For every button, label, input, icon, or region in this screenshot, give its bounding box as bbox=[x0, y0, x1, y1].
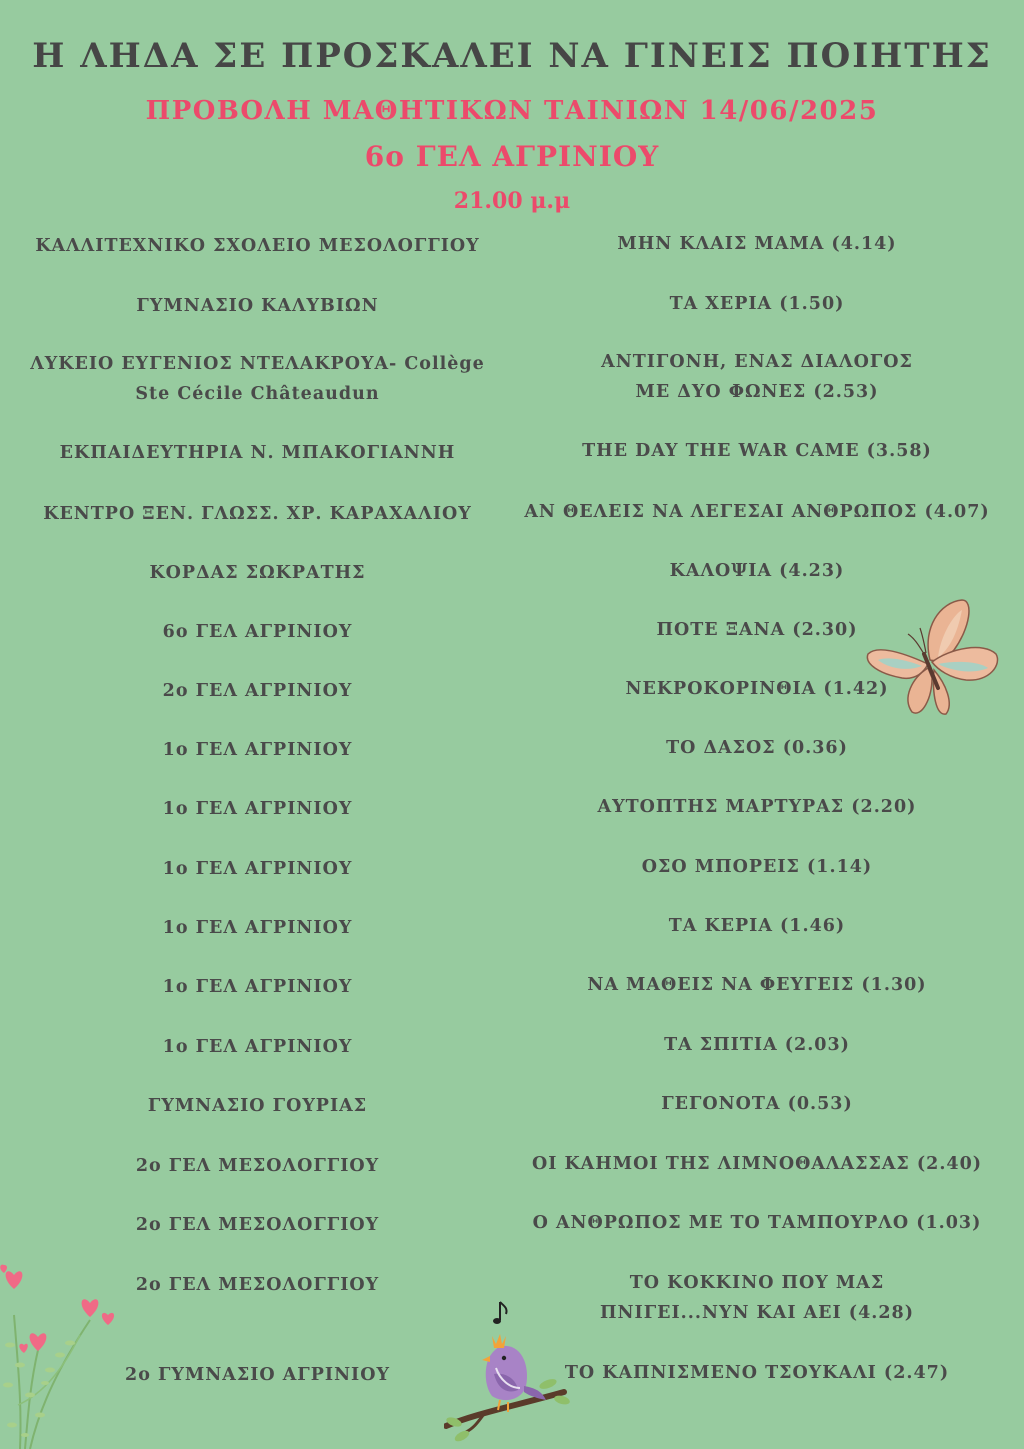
flowers-icon bbox=[0, 1255, 120, 1449]
school-name: ΚΕΝΤΡΟ ΞΕΝ. ΓΛΩΣΣ. ΧΡ. ΚΑΡΑΧΑΛΙΟΥ bbox=[43, 504, 472, 524]
film-title: ΜΗΝ ΚΛΑΙΣ ΜΑΜΑ (4.14) bbox=[617, 234, 897, 254]
school-name: 2ο ΓΕΛ ΑΓΡΙΝΙΟΥ bbox=[162, 681, 353, 701]
school-name: 2ο ΓΕΛ ΜΕΣΟΛΟΓΓΙΟΥ bbox=[135, 1215, 380, 1235]
film-title: ΤΟ ΚΑΠΝΙΣΜΕΝΟ ΤΣΟΥΚΑΛΙ (2.47) bbox=[564, 1363, 950, 1383]
time-line: 21.00 μ.μ bbox=[453, 188, 571, 214]
butterfly-icon bbox=[862, 598, 1002, 720]
school-name: 1ο ΓΕΛ ΑΓΡΙΝΙΟΥ bbox=[162, 859, 353, 879]
film-title: THE DAY THE WAR CAME (3.58) bbox=[582, 441, 932, 461]
film-title: ΝΑ ΜΑΘΕΙΣ ΝΑ ΦΕΥΓΕΙΣ (1.30) bbox=[587, 975, 927, 995]
school-name: 1ο ΓΕΛ ΑΓΡΙΝΙΟΥ bbox=[162, 918, 353, 938]
film-title: ΤΑ ΚΕΡΙΑ (1.46) bbox=[668, 916, 846, 936]
film-title: ΤΟ ΔΑΣΟΣ (0.36) bbox=[666, 738, 848, 758]
film-title: ΟΣΟ ΜΠΟΡΕΙΣ (1.14) bbox=[641, 857, 873, 877]
film-title: Ο ΑΝΘΡΩΠΟΣ ΜΕ ΤΟ ΤΑΜΠΟΥΡΛΟ (1.03) bbox=[532, 1213, 982, 1233]
school-name: 2ο ΓΥΜΝΑΣΙΟ ΑΓΡΙΝΙΟΥ bbox=[125, 1365, 390, 1385]
school-name: 1ο ΓΕΛ ΑΓΡΙΝΙΟΥ bbox=[162, 977, 353, 997]
film-title: ΑΥΤΟΠΤΗΣ ΜΑΡΤΥΡΑΣ (2.20) bbox=[597, 797, 917, 817]
music-note-icon bbox=[493, 1302, 507, 1324]
school-name: ΛΥΚΕΙΟ ΕΥΓΕΝΙΟΣ ΝΤΕΛΑΚΡΟΥΑ- Collège Ste Cécile Châteaudun bbox=[30, 354, 485, 404]
film-title: ΓΕΓΟΝΟΤΑ (0.53) bbox=[661, 1094, 853, 1114]
school-name: ΚΑΛΛΙΤΕΧΝΙΚΟ ΣΧΟΛΕΙΟ ΜΕΣΟΛΟΓΓΙΟΥ bbox=[35, 236, 480, 256]
school-name: 6ο ΓΕΛ ΑΓΡΙΝΙΟΥ bbox=[162, 622, 353, 642]
film-title: ΤΟ ΚΟΚΚΙΝΟ ΠΟΥ ΜΑΣ ΠΝΙΓΕΙ...ΝΥΝ ΚΑΙ ΑΕΙ (4.28) bbox=[600, 1273, 914, 1323]
film-title: ΑΝΤΙΓΟΝΗ, ΕΝΑΣ ΔΙΑΛΟΓΟΣ ΜΕ ΔΥΟ ΦΩΝΕΣ (2.53) bbox=[601, 352, 913, 402]
film-title: ΠΟΤΕ ΞΑΝΑ (2.30) bbox=[656, 620, 858, 640]
film-title: ΤΑ ΧΕΡΙΑ (1.50) bbox=[669, 294, 845, 314]
school-name: 2ο ΓΕΛ ΜΕΣΟΛΟΓΓΙΟΥ bbox=[135, 1156, 380, 1176]
bird-icon bbox=[444, 1296, 574, 1446]
film-title: ΑΝ ΘΕΛΕΙΣ ΝΑ ΛΕΓΕΣΑΙ ΑΝΘΡΩΠΟΣ (4.07) bbox=[524, 502, 990, 522]
school-name: ΓΥΜΝΑΣΙΟ ΓΟΥΡΙΑΣ bbox=[147, 1096, 368, 1116]
film-title: ΚΑΛΟΨΙΑ (4.23) bbox=[669, 561, 845, 581]
poster-title: Η ΛΗΔΑ ΣΕ ΠΡΟΣΚΑΛΕΙ ΝΑ ΓΙΝΕΙΣ ΠΟΙΗΤΗΣ bbox=[32, 36, 992, 76]
film-title: ΤΑ ΣΠΙΤΙΑ (2.03) bbox=[664, 1035, 850, 1055]
school-name: ΚΟΡΔΑΣ ΣΩΚΡΑΤΗΣ bbox=[149, 563, 366, 583]
venue-line: 6ο ΓΕΛ ΑΓΡΙΝΙΟΥ bbox=[364, 140, 660, 173]
school-name: 2ο ΓΕΛ ΜΕΣΟΛΟΓΓΙΟΥ bbox=[135, 1275, 380, 1295]
film-title: ΝΕΚΡΟΚΟΡΙΝΘΙΑ (1.42) bbox=[625, 679, 889, 699]
school-name: ΓΥΜΝΑΣΙΟ ΚΑΛΥΒΙΩΝ bbox=[136, 296, 379, 316]
event-line: ΠΡΟΒΟΛΗ ΜΑΘΗΤΙΚΩΝ ΤΑΙΝΙΩΝ 14/06/2025 bbox=[145, 96, 879, 126]
school-name: 1ο ΓΕΛ ΑΓΡΙΝΙΟΥ bbox=[162, 799, 353, 819]
school-name: 1ο ΓΕΛ ΑΓΡΙΝΙΟΥ bbox=[162, 740, 353, 760]
school-name: ΕΚΠΑΙΔΕΥΤΗΡΙΑ Ν. ΜΠΑΚΟΓΙΑΝΝΗ bbox=[59, 443, 456, 463]
school-name: 1ο ΓΕΛ ΑΓΡΙΝΙΟΥ bbox=[162, 1037, 353, 1057]
film-title: ΟΙ ΚΑΗΜΟΙ ΤΗΣ ΛΙΜΝΟΘΑΛΑΣΣΑΣ (2.40) bbox=[531, 1154, 983, 1174]
